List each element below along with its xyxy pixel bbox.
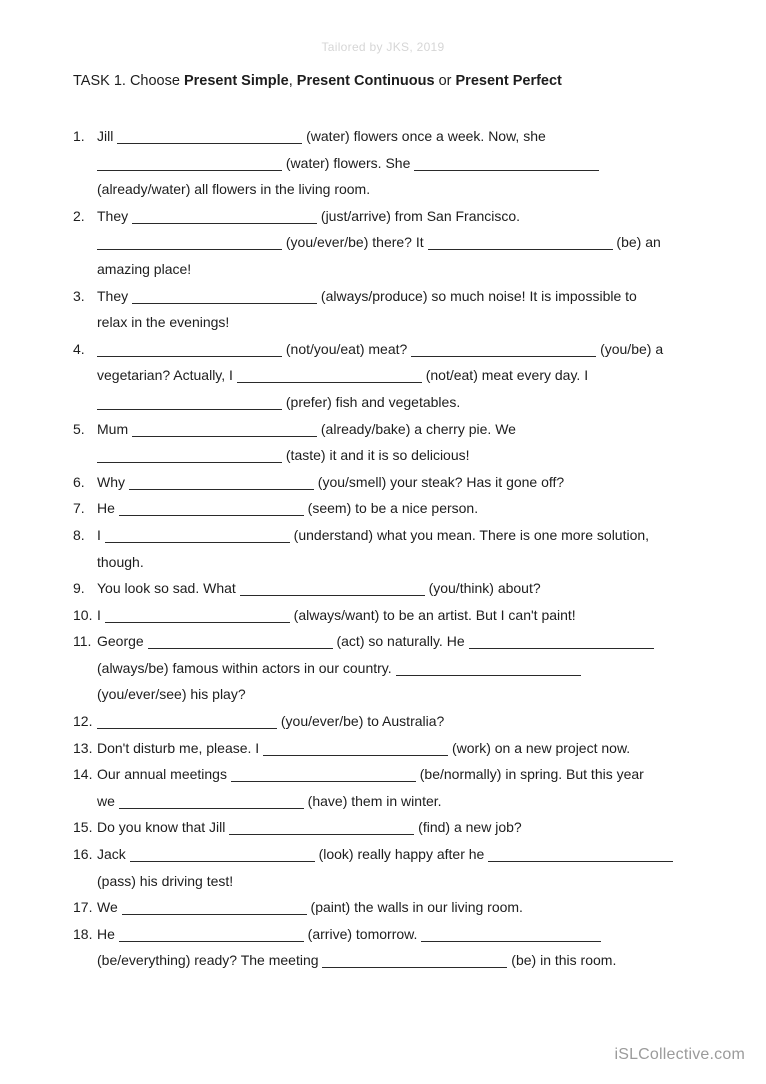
item-content xyxy=(97,894,698,921)
text-segment: (water) flowers once a week. Now, she xyxy=(302,128,546,144)
item-number: 13. xyxy=(73,739,93,756)
item-line xyxy=(97,681,698,708)
exercise-item xyxy=(73,203,698,283)
item-content xyxy=(97,575,698,602)
fill-blank xyxy=(117,131,302,144)
text-segment: (look) really happy after he xyxy=(314,846,489,863)
title-text: TASK 1. Choose xyxy=(73,73,184,89)
text-segment: vegetarian? Actually, I xyxy=(97,367,237,384)
item-line xyxy=(97,947,698,974)
text-segment: (be/normally) in spring. But this year xyxy=(415,766,644,783)
exercise-item xyxy=(73,495,698,522)
item-content xyxy=(97,495,698,522)
exercise-item xyxy=(73,123,698,203)
fill-blank xyxy=(428,237,613,250)
exercise-item xyxy=(73,921,698,974)
item-line xyxy=(97,575,698,602)
text-segment: (you/smell) your steak? Has it gone off? xyxy=(313,473,565,490)
text-segment: We xyxy=(97,899,122,916)
item-content xyxy=(97,735,698,762)
item-content xyxy=(97,469,698,496)
item-line xyxy=(97,868,698,895)
item-line xyxy=(97,389,698,416)
item-line xyxy=(97,123,698,150)
item-content xyxy=(97,416,698,469)
item-line xyxy=(97,256,698,283)
title-text: or xyxy=(434,73,456,89)
item-number: 14. xyxy=(73,766,93,783)
exercise-item xyxy=(73,761,698,814)
item-line xyxy=(97,229,698,256)
item-line xyxy=(97,708,698,735)
item-line xyxy=(97,788,698,815)
fill-blank xyxy=(421,929,601,942)
text-segment: Mum xyxy=(97,420,132,437)
item-number: 12. xyxy=(73,713,93,730)
text-segment: I xyxy=(97,526,105,543)
fill-blank xyxy=(97,158,282,171)
fill-blank xyxy=(119,796,304,809)
text-segment: They xyxy=(97,287,133,304)
text-segment: (you/ever/be) there? It xyxy=(282,234,428,251)
fill-blank xyxy=(237,370,422,383)
text-segment: (just/arrive) from San Francisco. xyxy=(317,207,521,224)
item-content xyxy=(97,203,698,283)
item-content xyxy=(97,708,698,735)
text-segment: (seem) to be a nice person. xyxy=(303,500,479,517)
exercise-item xyxy=(73,894,698,921)
item-number: 15. xyxy=(73,819,93,836)
item-content xyxy=(97,628,698,708)
title-text: , xyxy=(288,73,297,89)
exercise-item xyxy=(73,735,698,762)
item-line xyxy=(97,894,698,921)
title-tense-name: Present Simple xyxy=(183,73,289,89)
item-line xyxy=(97,283,698,310)
fill-blank xyxy=(97,397,282,410)
text-segment: (arrive) tomorrow. xyxy=(303,925,422,942)
fill-blank xyxy=(396,663,581,676)
text-segment: (be) an xyxy=(612,234,661,251)
fill-blank xyxy=(130,849,315,862)
item-number: 2. xyxy=(73,207,85,224)
fill-blank xyxy=(132,424,317,437)
item-line xyxy=(97,602,698,629)
exercise-item xyxy=(73,708,698,735)
fill-blank xyxy=(129,477,314,490)
text-segment: You look so sad. What xyxy=(97,580,240,597)
item-content xyxy=(97,602,698,629)
footer-brand: iSLCollective.com xyxy=(614,1046,745,1063)
text-segment: (paint) the walls in our living room. xyxy=(306,899,523,916)
item-number: 16. xyxy=(73,846,93,863)
text-segment: though. xyxy=(97,553,144,570)
fill-blank xyxy=(229,822,414,835)
item-line xyxy=(97,336,698,363)
item-number: 11. xyxy=(73,633,92,650)
item-number: 17. xyxy=(73,899,93,916)
item-line xyxy=(97,735,698,762)
text-segment: (always/be) famous within actors in our country. xyxy=(97,659,396,676)
exercise-item xyxy=(73,283,698,336)
item-line xyxy=(97,655,698,682)
item-line xyxy=(97,522,698,549)
item-content xyxy=(97,336,698,416)
text-segment: (always/produce) so much noise! It is impossible to xyxy=(317,287,637,304)
fill-blank xyxy=(488,849,673,862)
item-line xyxy=(97,416,698,443)
fill-blank xyxy=(469,636,654,649)
item-number: 5. xyxy=(73,420,85,437)
exercise-item xyxy=(73,814,698,841)
text-segment: Why xyxy=(97,473,129,490)
text-segment: (act) so naturally. He xyxy=(332,633,469,650)
text-segment: Do you know that Jill xyxy=(97,819,230,836)
fill-blank xyxy=(132,211,317,224)
item-line xyxy=(97,203,698,230)
item-number: 6. xyxy=(73,473,85,490)
item-line xyxy=(97,628,698,655)
text-segment: (not/eat) meat every day. I xyxy=(421,367,589,384)
text-segment: (understand) what you mean. There is one more solution, xyxy=(289,526,650,543)
text-segment: relax in the evenings! xyxy=(97,314,230,331)
item-number: 7. xyxy=(73,500,85,517)
item-line xyxy=(97,176,698,203)
item-content xyxy=(97,123,698,203)
text-segment: (taste) it and it is so delicious! xyxy=(282,447,470,464)
fill-blank xyxy=(132,291,317,304)
text-segment: (work) on a new project now. xyxy=(448,739,631,756)
text-segment: Don't disturb me, please. I xyxy=(97,739,264,756)
title-tense-name: Present Perfect xyxy=(455,73,562,89)
fill-blank xyxy=(263,743,448,756)
text-segment: (you/ever/see) his play? xyxy=(97,686,246,703)
text-segment: George xyxy=(97,633,148,650)
text-segment: (not/you/eat) meat? xyxy=(282,340,412,357)
title-tense-name: Present Continuous xyxy=(296,73,435,89)
watermark-text: Tailored by JKS, 2019 xyxy=(321,40,445,54)
text-segment: (you/be) a xyxy=(596,340,664,357)
item-number: 10. xyxy=(73,606,93,623)
item-content xyxy=(97,841,698,894)
text-segment: amazing place! xyxy=(97,260,192,277)
fill-blank xyxy=(322,955,507,968)
item-number: 4. xyxy=(73,340,85,357)
fill-blank xyxy=(97,450,282,463)
item-number: 1. xyxy=(73,128,85,144)
item-line xyxy=(97,495,698,522)
text-segment: He xyxy=(97,500,119,517)
fill-blank xyxy=(97,716,277,729)
exercise-item xyxy=(73,469,698,496)
item-content xyxy=(97,522,698,575)
text-segment: (always/want) to be an artist. But I can't paint! xyxy=(289,606,576,623)
text-segment: Jill xyxy=(97,128,118,144)
item-line xyxy=(97,469,698,496)
text-segment: (prefer) fish and vegetables. xyxy=(282,393,461,410)
text-segment: (water) flowers. She xyxy=(282,154,415,171)
exercise-item xyxy=(73,602,698,629)
text-segment: (you/think) about? xyxy=(424,580,541,597)
item-number: 18. xyxy=(73,925,93,942)
text-segment: Jack xyxy=(97,846,130,863)
item-number: 8. xyxy=(73,526,85,543)
fill-blank xyxy=(148,636,333,649)
item-line xyxy=(97,761,698,788)
text-segment: (pass) his driving test! xyxy=(97,872,234,889)
exercise-item xyxy=(73,336,698,416)
item-number: 3. xyxy=(73,287,85,304)
exercise-item xyxy=(73,841,698,894)
text-segment: (already/bake) a cherry pie. We xyxy=(317,420,516,437)
item-line xyxy=(97,309,698,336)
text-segment: Our annual meetings xyxy=(97,766,231,783)
fill-blank xyxy=(414,158,599,171)
exercise-item xyxy=(73,575,698,602)
exercise-item xyxy=(73,628,698,708)
text-segment: (find) a new job? xyxy=(414,819,522,836)
fill-blank xyxy=(97,237,282,250)
fill-blank xyxy=(231,769,416,782)
text-segment: (have) them in winter. xyxy=(303,792,442,809)
fill-blank xyxy=(97,344,282,357)
item-line xyxy=(97,362,698,389)
fill-blank xyxy=(122,902,307,915)
exercise-list xyxy=(73,123,698,974)
item-line xyxy=(97,549,698,576)
text-segment: I xyxy=(97,606,105,623)
item-content xyxy=(97,283,698,336)
item-number: 9. xyxy=(73,580,85,597)
text-segment: He xyxy=(97,925,119,942)
exercise-item xyxy=(73,522,698,575)
fill-blank xyxy=(119,503,304,516)
text-segment: They xyxy=(97,207,133,224)
worksheet-title xyxy=(73,73,562,89)
item-line xyxy=(97,841,698,868)
item-line xyxy=(97,150,698,177)
fill-blank xyxy=(119,929,304,942)
item-content xyxy=(97,761,698,814)
item-content xyxy=(97,921,698,974)
item-line xyxy=(97,921,698,948)
text-segment: (already/water) all flowers in the living room. xyxy=(97,181,371,198)
fill-blank xyxy=(105,530,290,543)
item-line xyxy=(97,814,698,841)
fill-blank xyxy=(240,583,425,596)
fill-blank xyxy=(105,610,290,623)
item-line xyxy=(97,442,698,469)
text-segment: we xyxy=(97,792,119,809)
item-content xyxy=(97,814,698,841)
exercise-item xyxy=(73,416,698,469)
fill-blank xyxy=(411,344,596,357)
text-segment: (you/ever/be) to Australia? xyxy=(277,713,445,730)
text-segment: (be) in this room. xyxy=(507,952,617,969)
text-segment: (be/everything) ready? The meeting xyxy=(97,952,323,969)
